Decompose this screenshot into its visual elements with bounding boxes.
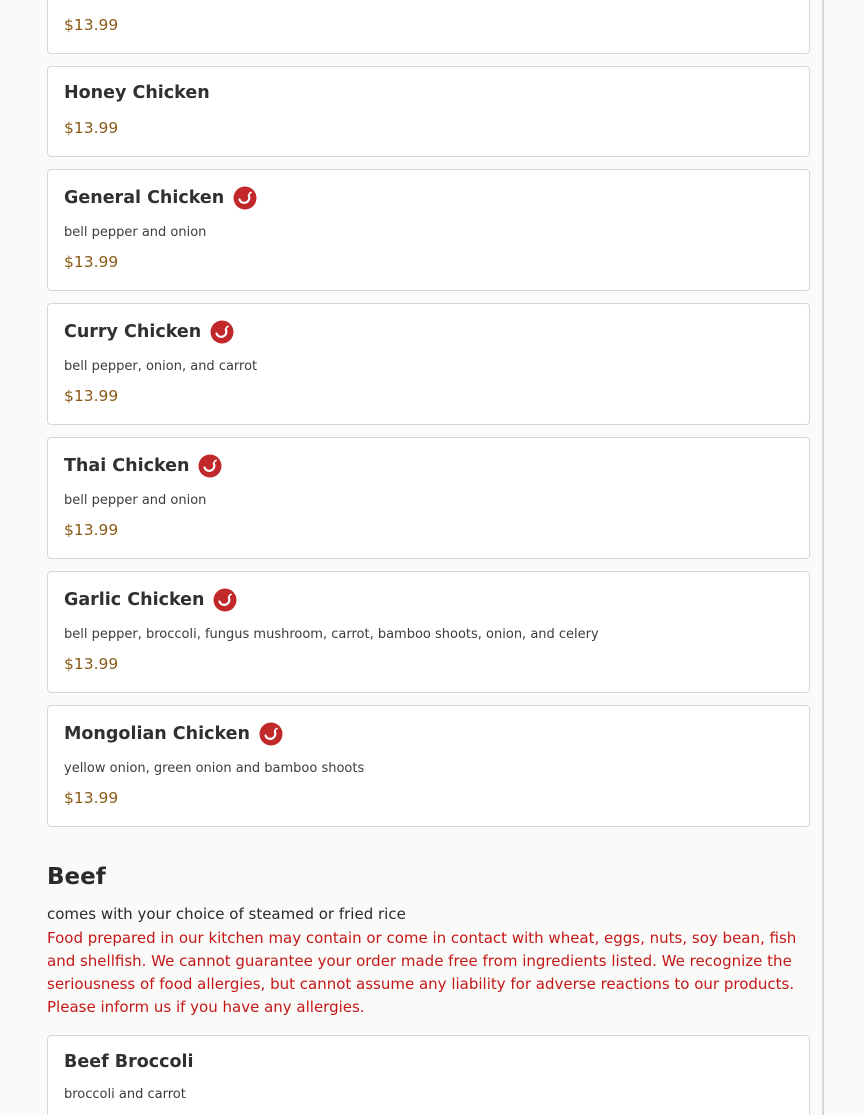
chili-pepper-icon [198,454,222,478]
item-name [64,722,283,746]
item-description: bell pepper and onion [64,493,207,508]
allergy-warning: Food prepared in our kitchen may contain or come in contact with wheat, eggs, nuts, soy bean, fish and shellfish. We cannot guarantee your order made free from ingredients listed. We recognize the seriousness of food allergies, but cannot assume any liability for adverse reactions to our products. Please inform us if you have any allergies. [47,929,797,1016]
item-name [64,454,222,478]
item-name [64,588,237,612]
item-price: $13.99 [64,387,119,405]
item-name-text: General Chicken [64,188,225,208]
item-name [64,186,257,210]
menu-item-card[interactable] [47,66,810,157]
item-description: bell pepper, broccoli, fungus mushroom, carrot, bamboo shoots, onion, and celery [64,627,599,642]
item-name-text: Beef Broccoli [64,1052,194,1072]
chili-pepper-icon [213,588,237,612]
item-price: $13.99 [64,16,119,34]
item-price: $13.99 [64,253,119,271]
menu-item-card[interactable] [47,303,810,425]
item-description: bell pepper and onion [64,225,207,240]
item-name-text: Thai Chicken [64,456,190,476]
item-name [64,1052,194,1072]
chili-pepper-icon [259,722,283,746]
item-description: broccoli and carrot [64,1087,186,1102]
item-description: bell pepper, onion, and carrot [64,359,258,374]
menu-item-card[interactable] [47,1035,810,1115]
section-subtitle: comes with your choice of steamed or fried rice [47,905,406,923]
item-price: $13.99 [64,789,119,807]
item-description: yellow onion, green onion and bamboo shoots [64,761,365,776]
menu-item-card[interactable] [47,0,810,54]
item-price: $13.99 [64,119,119,137]
item-price: $13.99 [64,655,119,673]
content-divider [822,0,824,1115]
chili-pepper-icon [210,320,234,344]
menu-item-card[interactable] [47,705,810,827]
item-name-text: Curry Chicken [64,322,202,342]
menu-item-card[interactable] [47,437,810,559]
menu-item-card[interactable] [47,169,810,291]
item-name-text: Honey Chicken [64,83,210,103]
item-price: $13.99 [64,521,119,539]
chili-pepper-icon [233,186,257,210]
item-name-text: Mongolian Chicken [64,724,250,744]
menu-item-card[interactable] [47,571,810,693]
item-name [64,320,234,344]
section-title: Beef [47,864,106,890]
item-name-text: Garlic Chicken [64,590,205,610]
item-name [64,83,210,103]
